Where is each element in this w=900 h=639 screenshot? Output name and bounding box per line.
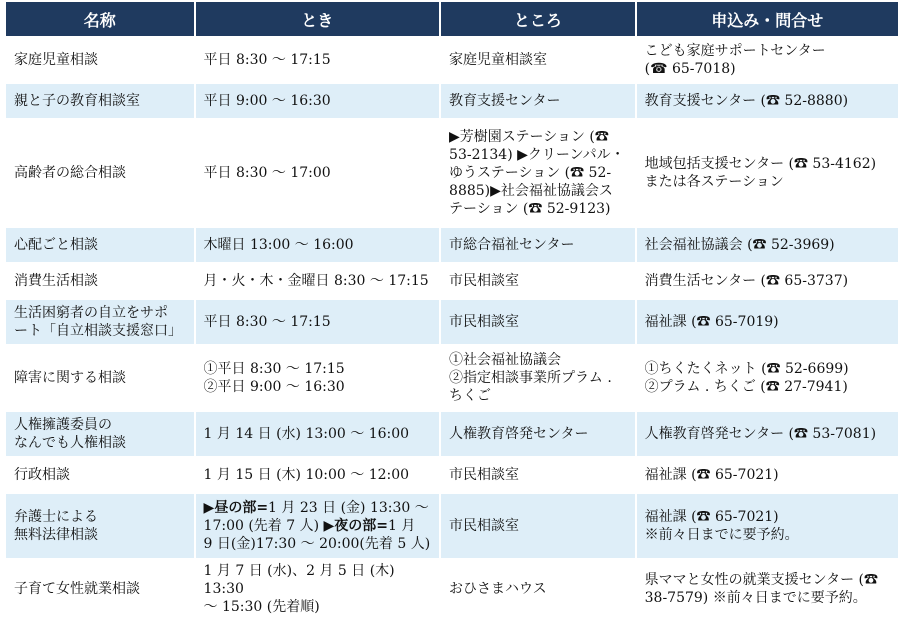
- row-place: 市民相談室: [441, 458, 635, 492]
- place-line: ②指定相談事業所プラム .: [449, 370, 612, 386]
- name-line: 無料法律相談: [14, 527, 98, 543]
- contact-line: ①ちくたくネット (☎ 52-6699): [644, 361, 849, 377]
- table-row: [6, 84, 898, 118]
- row-contact: [637, 38, 898, 82]
- name-line: ート「自立相談支援窓口」: [14, 323, 182, 339]
- contact-line: 県ママと女性の就業支援センター (☎: [644, 572, 878, 588]
- name-line: なんでも人権相談: [14, 435, 126, 451]
- contact-line: こども家庭サポートセンター: [644, 43, 826, 59]
- name-line: 弁護士による: [14, 509, 98, 525]
- place-line: ゆうステーション (☎ 52-: [449, 165, 612, 181]
- place-line: ①社会福祉協議会: [449, 352, 562, 368]
- time-line: [204, 517, 431, 535]
- row-place: 市総合福祉センター: [441, 228, 635, 262]
- contact-line: (☎ 65-7018): [644, 61, 736, 77]
- row-name: 心配ごと相談: [6, 228, 194, 262]
- contact-line: または各ステーション: [644, 174, 784, 190]
- time-line: ②平日 9:00 〜 16:30: [203, 379, 345, 395]
- row-place: 家庭児童相談室: [441, 38, 635, 82]
- row-contact: [637, 346, 898, 410]
- row-contact: 福祉課 (☎ 65-7021): [637, 458, 898, 492]
- row-time: 1 月 15 日 (木) 10:00 〜 12:00: [196, 458, 439, 492]
- row-time: 1 月 14 日 (水) 13:00 〜 16:00: [196, 412, 439, 456]
- table-row: [6, 346, 898, 410]
- header-name: 名称: [6, 2, 194, 36]
- header-time: とき: [196, 2, 439, 36]
- row-contact: [637, 120, 898, 226]
- row-time: 平日 8:30 〜 17:15: [196, 38, 439, 82]
- row-time: 月・火・木・金曜日 8:30 〜 17:15: [196, 264, 439, 298]
- table-row: [6, 264, 898, 298]
- time-line: [204, 499, 431, 517]
- row-place: [441, 346, 635, 410]
- consultation-table: [4, 0, 900, 620]
- table-row: [6, 300, 898, 344]
- row-place: 市民相談室: [441, 300, 635, 344]
- row-name: [6, 494, 194, 558]
- row-name: 高齢者の総合相談: [6, 120, 194, 226]
- row-contact: 社会福祉協議会 (☎ 52-3969): [637, 228, 898, 262]
- table-row: [6, 494, 898, 558]
- row-place: [441, 120, 635, 226]
- contact-line: ②プラム . ちくご (☎ 27-7941): [644, 379, 848, 395]
- row-time: [196, 560, 439, 618]
- contact-line: 38-7579) ※前々日までに要予約。: [644, 590, 867, 606]
- row-time: 平日 8:30 〜 17:15: [196, 300, 439, 344]
- row-contact: [637, 560, 898, 618]
- row-contact: 教育支援センター (☎ 52-8880): [637, 84, 898, 118]
- table-row: [6, 228, 898, 262]
- row-name: 消費生活相談: [6, 264, 194, 298]
- row-contact: [637, 494, 898, 558]
- row-place: 人権教育啓発センター: [441, 412, 635, 456]
- row-name: [6, 412, 194, 456]
- table-row: [6, 560, 898, 618]
- row-place: 教育支援センター: [441, 84, 635, 118]
- row-name: 行政相談: [6, 458, 194, 492]
- header-contact: 申込み・問合せ: [637, 2, 898, 36]
- name-line: 人権擁護委員の: [14, 417, 112, 433]
- place-line: ちくご: [449, 388, 492, 404]
- time-bold-label: ▶夜の部=: [323, 518, 389, 534]
- time-text: 1 月: [388, 518, 416, 534]
- row-time: 平日 9:00 〜 16:30: [196, 84, 439, 118]
- table-row: [6, 458, 898, 492]
- time-line: 9 日(金)17:30 〜 20:00(先着 5 人): [203, 536, 431, 552]
- row-time: 平日 8:30 〜 17:00: [196, 120, 439, 226]
- row-name: 障害に関する相談: [6, 346, 194, 410]
- row-time: [196, 346, 439, 410]
- table-row: [6, 38, 898, 82]
- time-text: 1 月 23 日 (金) 13:30 〜: [268, 500, 429, 516]
- time-bold-label: ▶昼の部=: [203, 500, 269, 516]
- row-time: 木曜日 13:00 〜 16:00: [196, 228, 439, 262]
- place-line: 8885)▶社会福祉協議会ス: [449, 183, 613, 199]
- header-place: ところ: [441, 2, 635, 36]
- place-line: テーション (☎ 52-9123): [449, 201, 611, 217]
- contact-line: 福祉課 (☎ 65-7021): [644, 509, 779, 525]
- contact-line: 地域包括支援センター (☎ 53-4162): [644, 156, 877, 172]
- row-time: [196, 494, 439, 558]
- row-place: 市民相談室: [441, 264, 635, 298]
- table-row: [6, 412, 898, 456]
- time-line: ①平日 8:30 〜 17:15: [203, 361, 345, 377]
- place-line: ▶芳樹園ステーション (☎: [449, 129, 609, 145]
- row-contact: 消費生活センター (☎ 65-3737): [637, 264, 898, 298]
- row-place: おひさまハウス: [441, 560, 635, 618]
- table-header-row: [6, 2, 898, 36]
- row-name: [6, 300, 194, 344]
- row-contact: 福祉課 (☎ 65-7019): [637, 300, 898, 344]
- time-line: 〜 15:30 (先着順): [203, 599, 320, 615]
- time-line: 1 月 7 日 (水)、2 月 5 日 (木) 13:30: [203, 563, 395, 597]
- row-place: 市民相談室: [441, 494, 635, 558]
- contact-line: ※前々日までに要予約。: [644, 527, 799, 543]
- row-name: 家庭児童相談: [6, 38, 194, 82]
- name-line: 生活困窮者の自立をサポ: [14, 305, 168, 321]
- row-name: 子育て女性就業相談: [6, 560, 194, 618]
- row-name: 親と子の教育相談室: [6, 84, 194, 118]
- time-text: 17:00 (先着 7 人): [203, 518, 324, 534]
- row-contact: 人権教育啓発センター (☎ 53-7081): [637, 412, 898, 456]
- place-line: 53-2134) ▶クリーンパル・: [449, 147, 625, 163]
- table-row: [6, 120, 898, 226]
